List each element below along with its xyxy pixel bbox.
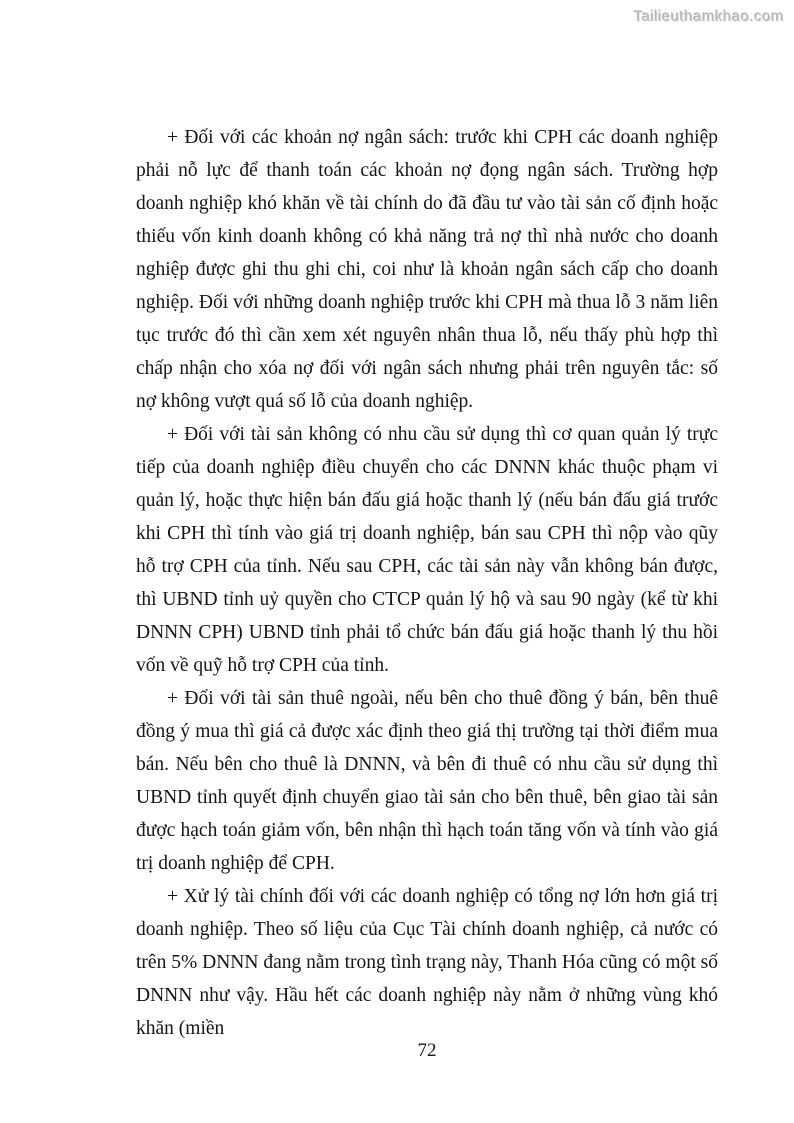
paragraph-unused-assets: + Đối với tài sản không có nhu cầu sử dụng thì cơ quan quản lý trực tiếp của doanh nghiệp điều chuyển cho các DNNN khác thuộc phạm vi quản lý, hoặc thực hiện bán đấu giá hoặc thanh lý (nếu bán đấu giá trước khi CPH thì tính vào giá trị doanh nghiệp, bán sau CPH thì nộp vào qũy hỗ trợ CPH của tỉnh. Nếu sau CPH, các tài sản này vẫn không bán được, thì UBND tỉnh uỷ quyền cho CTCP quản lý hộ và sau 90 ngày (kể từ khi DNNN CPH) UBND tỉnh phải tổ chức bán đấu giá hoặc thanh lý thu hồi vốn về quỹ hỗ trợ CPH của tỉnh. <box>136 424 718 676</box>
watermark-text: Tailieuthamkhao.com <box>633 8 784 25</box>
paragraph-leased-assets: + Đối với tài sản thuê ngoài, nếu bên cho thuê đồng ý bán, bên thuê đồng ý mua thì giá cả được xác định theo giá thị trường tại thời điểm mua bán. Nếu bên cho thuê là DNNN, và bên đi thuê có nhu cầu sử dụng thì UBND tỉnh quyết định chuyển giao tài sản cho bên thuê, bên giao tài sản được hạch toán giảm vốn, bên nhận thì hạch toán tăng vốn và tính vào giá trị doanh nghiệp để CPH. <box>136 688 718 874</box>
paragraph-budget-debts: + Đối với các khoản nợ ngân sách: trước khi CPH các doanh nghiệp phải nỗ lực để thanh toán các khoản nợ đọng ngân sách. Trường hợp doanh nghiệp khó khăn về tài chính do đã đầu tư vào tài sản cố định hoặc thiếu vốn kinh doanh không có khả năng trả nợ thì nhà nước cho doanh nghiệp được ghi thu ghi chi, coi như là khoản ngân sách cấp cho doanh nghiệp. Đối với những doanh nghiệp trước khi CPH mà thua lỗ 3 năm liên tục trước đó thì cần xem xét nguyên nhân thua lỗ, nếu thấy phù hợp thì chấp nhận cho xóa nợ đối với ngân sách nhưng phải trên nguyên tắc: số nợ không vượt quá số lỗ của doanh nghiệp. <box>136 127 718 412</box>
page-content <box>136 121 718 1045</box>
paragraph-financial-handling: + Xử lý tài chính đối với các doanh nghiệp có tổng nợ lớn hơn giá trị doanh nghiệp. Theo số liệu của Cục Tài chính doanh nghiệp, cả nước có trên 5% DNNN đang nằm trong tình trạng này, Thanh Hóa cũng có một số DNNN như vậy. Hầu hết các doanh nghiệp này nằm ở những vùng khó khăn (miền <box>136 886 718 1039</box>
page-number: 72 <box>417 1040 437 1061</box>
